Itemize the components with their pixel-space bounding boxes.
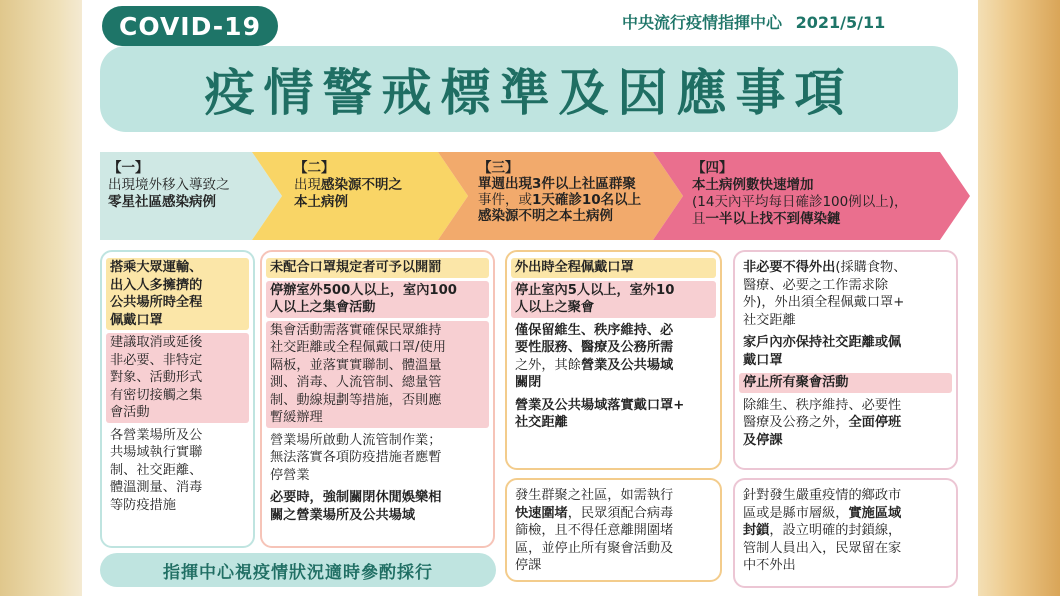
level1-text: 【一】 出現境外移入導致之 零星社區感染病例 [108, 160, 230, 210]
level2-venue-control: 營業場所啟動人流管制作業； 無法落實各項防疫措施者應暫 停營業 [270, 432, 442, 483]
level3-mask-rule: 外出時全程佩戴口罩 [511, 258, 716, 278]
level4-text: 【四】 本土病例數快速增加 (14天內平均每日確診100例以上)， 且一半以上找不到傳染鏈 [692, 160, 908, 227]
level3-measures [505, 250, 722, 470]
level4-household-rule: 家戶內亦保持社交距離或佩 戴口罩 [743, 335, 902, 368]
level4-stop-gatherings: 停止所有聚會活動 [739, 373, 952, 393]
level2-event-rules: 集會活動需落實確保民眾維持 社交距離或全程佩戴口罩/使用 隔板，並落實實聯制、體溫量 測、消毒、人流管制、總量管 制、動線規劃等措施，否則應 暫緩辦理 [266, 321, 489, 428]
source-date: 2021/5/11 [795, 13, 886, 32]
level3-venue-closure: 僅保留維生、秩序維持、必 要性服務、醫療及公務所需 之外，其餘營業及公共場域 關閉 [515, 322, 674, 390]
level3-venue-mask: 營業及公共場域落實戴口罩+ 社交距離 [515, 397, 685, 430]
level-arrows [100, 152, 972, 240]
level4-stay-home: 非必要不得外出(採購食物、 醫療、必要之工作需求除 外)，外出須全程佩戴口罩+ 社交距離 [743, 260, 907, 328]
level3-cluster-rule: 發生群聚之社區，如需執行 快速圍堵，民眾須配合病毒 篩檢，且不得任意離開圍堵 區，並停止所有聚會活動及 停課 [515, 488, 674, 573]
page-title: 疫情警戒標準及因應事項 [204, 64, 854, 122]
background-left-edge [0, 0, 82, 596]
footer-note: 指揮中心視疫情狀況適時參酌採行 [100, 553, 496, 587]
level2-closure: 必要時，強制關閉休閒娛樂相 關之營業場所及公共場域 [270, 490, 442, 523]
level4-lockdown-measures [733, 478, 958, 588]
level4-lockdown-rule: 針對發生嚴重疫情的鄉政市 區或是縣市層級，實施區域 封鎖，設立明確的封鎖線， 管制人員出入，民眾留在家 中不外出 [743, 488, 902, 573]
poster [82, 0, 978, 596]
level4-work-school: 除維生、秩序維持、必要性 醫療及公務之外，全面停班 及停課 [743, 397, 902, 448]
level2-measures [260, 250, 495, 548]
source-line [614, 10, 885, 33]
level3-gathering-limit: 停止室內5人以上，室外10 人以上之聚會 [511, 281, 716, 318]
level4-measures [733, 250, 958, 470]
level2-mask-fine: 未配合口罩規定者可予以開罰 [266, 258, 489, 278]
level3-cluster-measures [505, 478, 722, 582]
level1-mask-rule: 搭乘大眾運輸、 出入人多擁擠的 公共場所時全程 佩戴口罩 [106, 258, 249, 330]
level1-gathering-rule: 建議取消或延後 非必要、非特定 對象、活動形式 有密切接觸之集 會活動 [106, 333, 249, 423]
source-org: 中央流行疫情指揮中心 [622, 13, 783, 32]
covid-tag: COVID-19 [102, 6, 278, 46]
level1-venue-rule: 各營業場所及公 共場域執行實聯 制、社交距離、 體溫測量、消毒 等防疫措施 [110, 427, 203, 513]
level2-event-limit: 停辦室外500人以上，室內100 人以上之集會活動 [266, 281, 489, 318]
level1-measures [100, 250, 255, 548]
level3-text: 【三】 單週出現3件以上社區群聚 事件，或1天確診10名以上 感染源不明之本土病例 [478, 160, 642, 224]
level2-text: 【二】 出現感染源不明之 本土病例 [294, 160, 402, 210]
background-right-edge [978, 0, 1060, 596]
title-banner [100, 46, 958, 132]
